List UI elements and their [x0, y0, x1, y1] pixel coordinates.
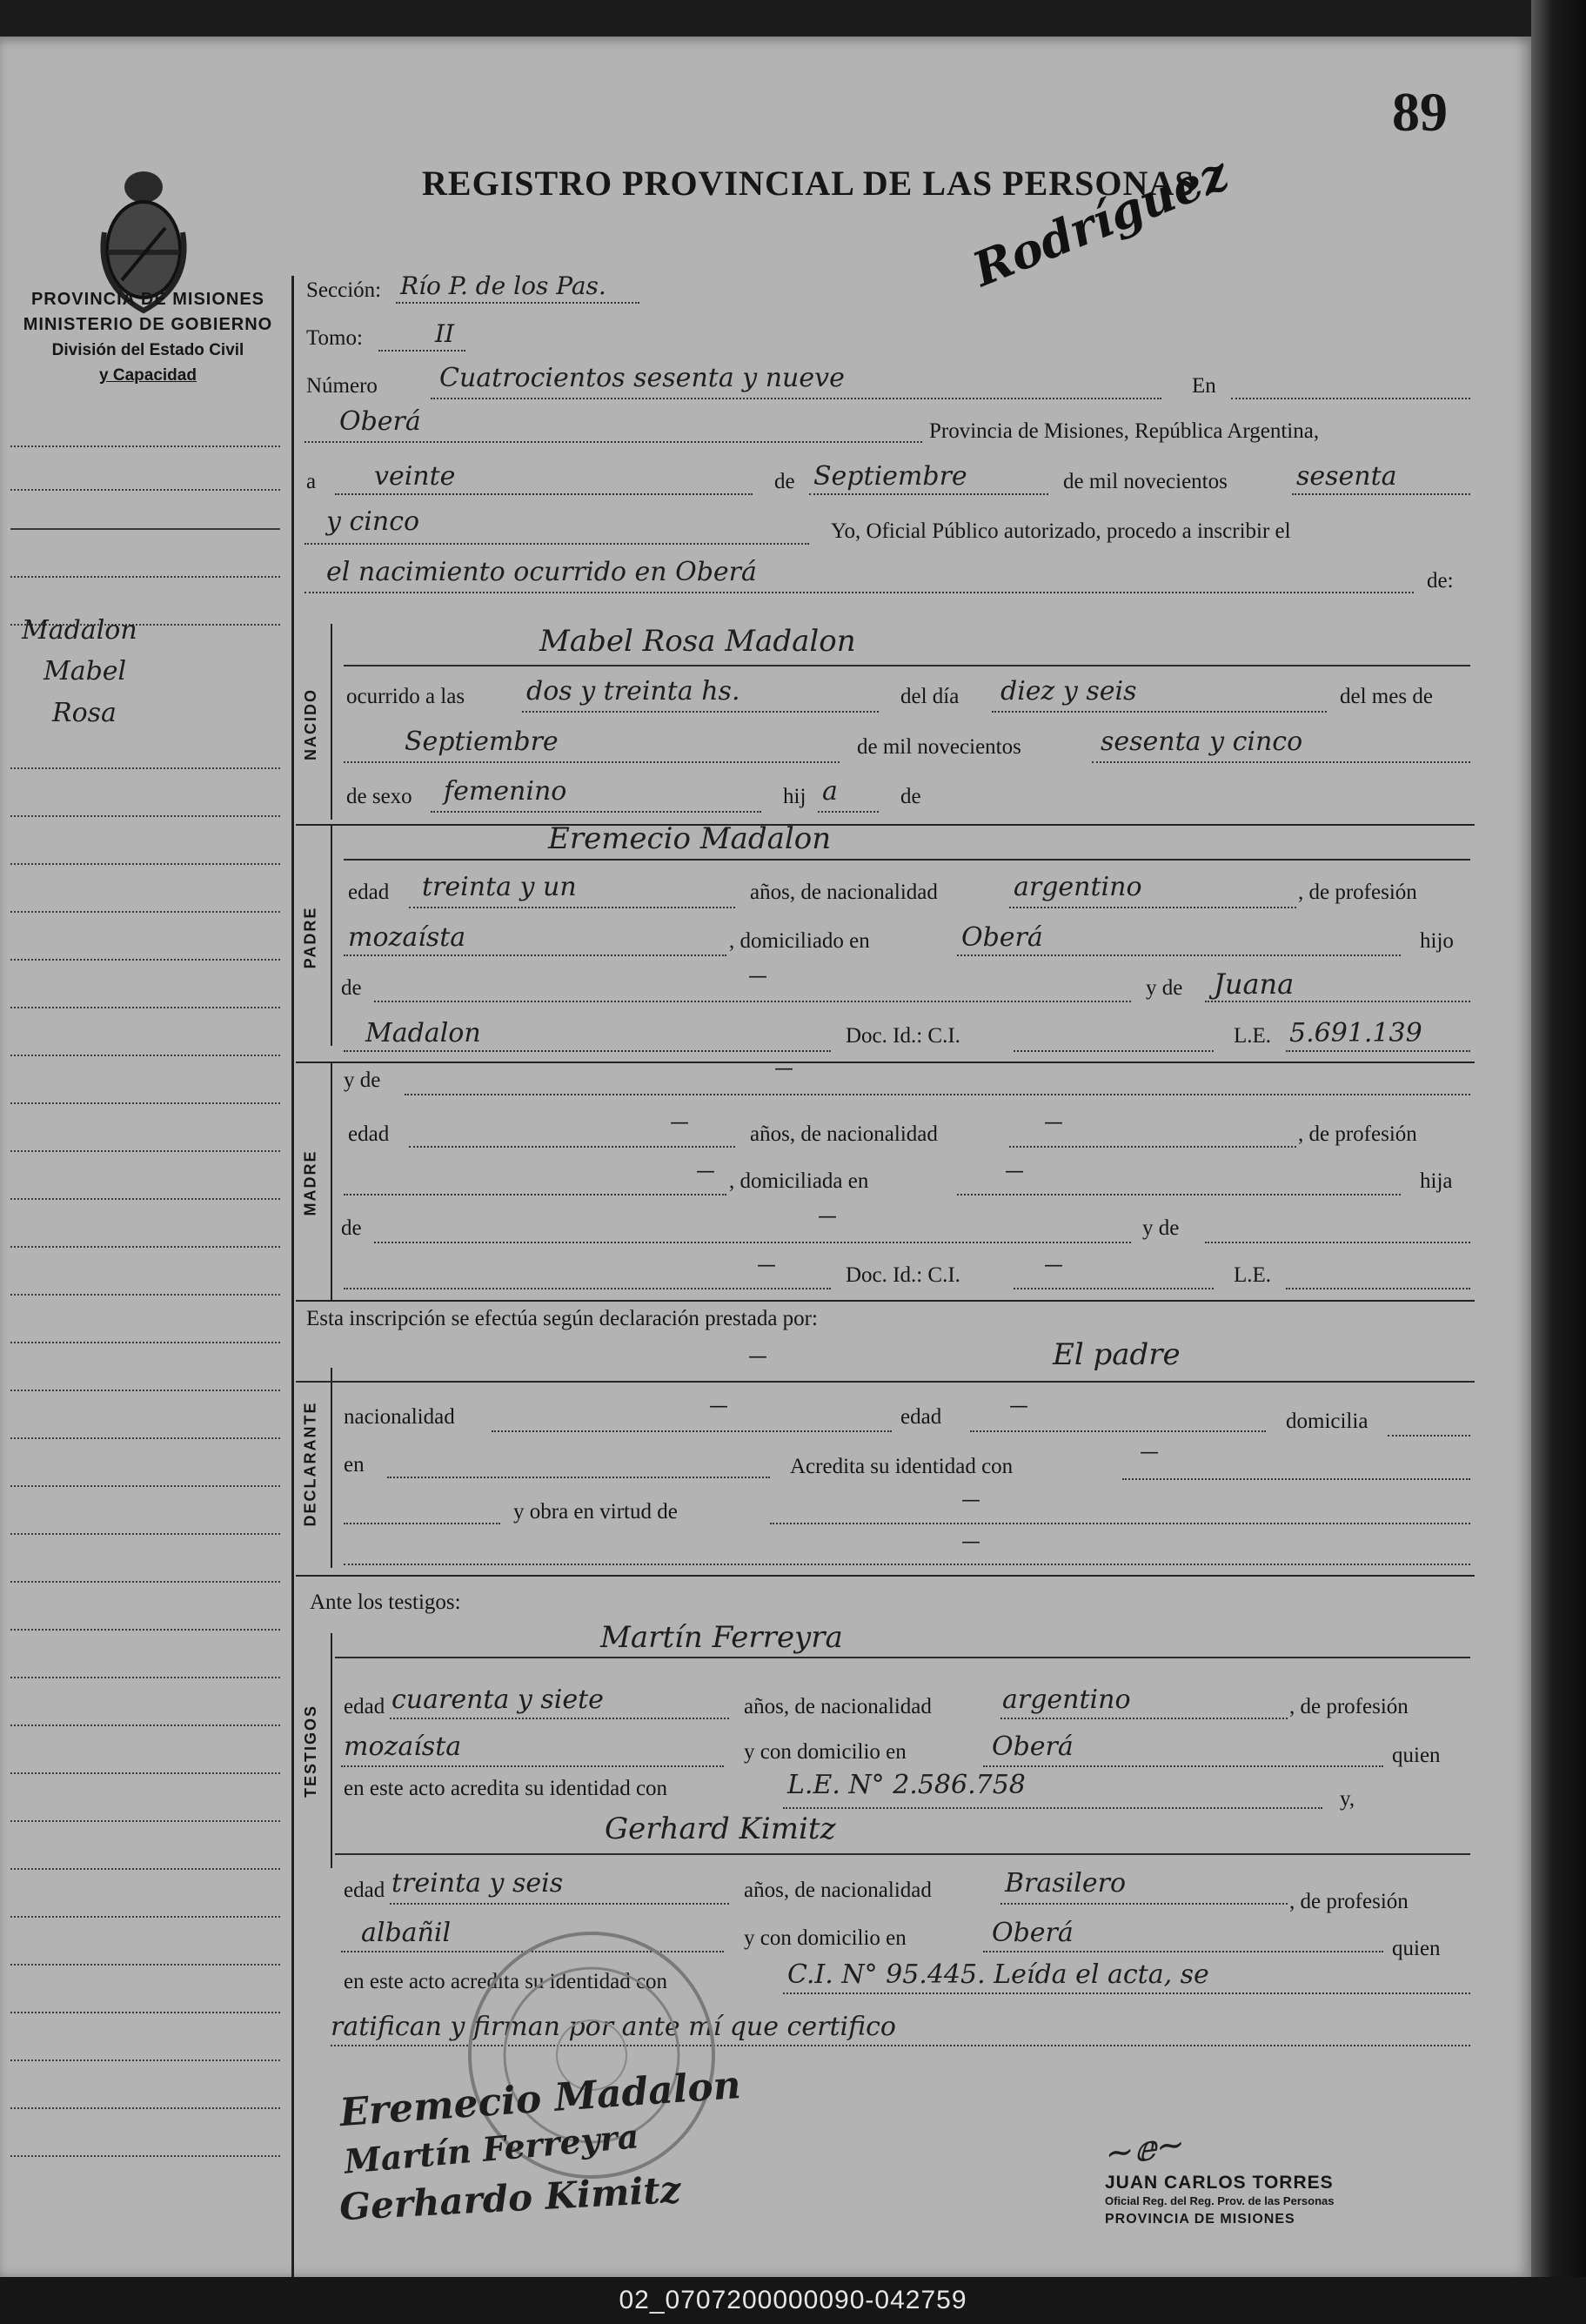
padre-y-de-label: y de: [1146, 976, 1183, 1000]
declarante-obra-label: y obra en virtud de: [513, 1500, 678, 1524]
official-title: Oficial Reg. del Reg. Prov. de las Personas: [1105, 2194, 1335, 2207]
signature-testigo1: Martín Ferreyra: [342, 2116, 640, 2181]
madre-padre-value: —: [818, 1206, 837, 1228]
padre-padre-value: —: [748, 966, 767, 988]
capacity-label: y Capacidad: [99, 366, 197, 385]
testigo1-edad-label: edad: [344, 1695, 385, 1718]
tab-declarante: DECLARANTE: [301, 1401, 319, 1526]
sexo-value: femenino: [444, 776, 567, 807]
provincia-label: Provincia de Misiones, República Argentina,: [929, 419, 1320, 443]
padre-madre-a-value: Juana: [1214, 968, 1295, 1001]
testigo2-domicilio-value: Oberá: [992, 1918, 1074, 1948]
madre-profesion-value: —: [696, 1161, 715, 1182]
nacido-de-label: de: [900, 785, 921, 808]
padre-domicilio-value: Oberá: [961, 922, 1043, 953]
testigo2-nacionalidad-value: Brasilero: [1005, 1868, 1127, 1899]
testigo1-nombre: Martín Ferreyra: [600, 1620, 843, 1655]
padre-de-label: de: [341, 976, 362, 1000]
declarante-extra-value: —: [961, 1531, 980, 1553]
madre-doc-label: Doc. Id.: C.I.: [846, 1263, 960, 1287]
lugar-value: Oberá: [339, 406, 421, 437]
division-label: División del Estado Civil: [51, 341, 244, 359]
tomo-value: II: [435, 319, 455, 348]
nacido-dia-value: diez y seis: [1000, 676, 1137, 707]
official-name: JUAN CARLOS TORRES: [1105, 2173, 1334, 2193]
signature-testigo2: Gerhardo Kimitz: [338, 2167, 682, 2229]
hecho-value: el nacimiento ocurrido en Oberá: [326, 557, 757, 587]
madre-nombre-value: —: [774, 1058, 793, 1080]
anio-a-value: sesenta: [1296, 461, 1397, 492]
de-label: de: [774, 470, 795, 493]
ocurrido-label: ocurrido a las: [346, 685, 465, 708]
testigo1-doc-value: L.E. N° 2.586.758: [787, 1770, 1026, 1800]
madre-y-de2-label: y de: [1142, 1216, 1180, 1240]
del-mes-label: del mes de: [1340, 685, 1433, 708]
nacido-anio-value: sesenta y cinco: [1101, 727, 1303, 757]
testigo2-edad-label: edad: [344, 1879, 385, 1902]
tab-padre: PADRE: [301, 906, 319, 968]
madre-y-de-label: y de: [344, 1068, 381, 1092]
tab-madre: MADRE: [301, 1149, 319, 1216]
testigo2-anios-label: años, de nacionalidad: [744, 1879, 932, 1902]
padre-profesion-value: mozaísta: [348, 922, 466, 953]
madre-anios-label: años, de nacionalidad: [750, 1122, 938, 1146]
testigo2-acredita-label: en este acto acredita su identidad con: [344, 1970, 668, 1993]
tab-testigos: TESTIGOS: [301, 1704, 319, 1798]
testigo2-profesion-label: , de profesión: [1289, 1890, 1409, 1913]
padre-le-label: L.E.: [1234, 1024, 1272, 1048]
nacido-nombre: Mabel Rosa Madalon: [539, 624, 856, 659]
declarante-quien: El padre: [1053, 1337, 1181, 1372]
declarante-edad-label: edad: [900, 1405, 942, 1429]
declarante-edad-value: —: [1009, 1396, 1028, 1417]
testigo1-profesion-value: mozaísta: [344, 1731, 462, 1762]
en-label: En: [1192, 374, 1216, 398]
testigo1-profesion-label: , de profesión: [1289, 1695, 1409, 1718]
madre-domicilio-value: —: [1005, 1161, 1024, 1182]
testigo1-nacionalidad-value: argentino: [1002, 1684, 1131, 1715]
declarante-domicilio-label: domicilia: [1286, 1410, 1369, 1433]
document-page: [0, 37, 1531, 2277]
testigo1-acredita-label: en este acto acredita su identidad con: [344, 1777, 668, 1800]
document-title: REGISTRO PROVINCIAL DE LAS PERSONAS: [422, 164, 1195, 203]
mes-value: Septiembre: [813, 461, 967, 492]
book-spine: [1531, 0, 1586, 2324]
declarante-nacionalidad-value: —: [709, 1396, 728, 1417]
madre-le-label: L.E.: [1234, 1263, 1272, 1287]
nacido-mes-value: Septiembre: [405, 727, 559, 757]
testigo2-domicilio-label: y con domicilio en: [744, 1926, 907, 1950]
madre-hija-label: hija: [1420, 1169, 1453, 1193]
province-label: PROVINCIA DE MISIONES: [30, 290, 265, 309]
testigo1-y-label: y,: [1340, 1787, 1355, 1811]
testigo2-nombre: Gerhard Kimitz: [605, 1812, 836, 1846]
testigo2-profesion-value: albañil: [361, 1918, 452, 1948]
nacido-mil-label: de mil novecientos: [857, 735, 1021, 759]
tab-nacido: NACIDO: [301, 687, 319, 760]
padre-nombre: Eremecio Madalon: [548, 821, 832, 856]
declarante-intro: Esta inscripción se efectúa según declaración prestada por:: [306, 1307, 818, 1330]
testigo1-anios-label: años, de nacionalidad: [744, 1695, 932, 1718]
seccion-value: Río P. de los Pas.: [400, 271, 606, 300]
seccion-label: Sección:: [306, 278, 382, 302]
signature-declarante: Eremecio Madalon: [338, 2062, 743, 2136]
padre-hijo-label: hijo: [1420, 929, 1454, 953]
testigo1-edad-value: cuarenta y siete: [391, 1684, 604, 1715]
testigo2-closing-value: ratifican y firman por ante mí que certifico: [331, 2012, 896, 2042]
madre-profesion-label: , de profesión: [1298, 1122, 1417, 1146]
madre-nacionalidad-value: —: [1044, 1112, 1063, 1134]
hora-value: dos y treinta hs.: [526, 676, 740, 707]
madre-doc-b-value: —: [1044, 1255, 1063, 1276]
padre-profesion-label: , de profesión: [1298, 881, 1417, 904]
madre-edad-label: edad: [348, 1122, 390, 1146]
header-left: [9, 287, 287, 388]
testigo2-doc-value: C.I. N° 95.445. Leída el acta, se: [787, 1959, 1209, 1990]
declarante-en-label: en: [344, 1453, 365, 1477]
margin-note-second-name: Rosa: [52, 698, 117, 728]
declarante-nombre: —: [748, 1346, 767, 1368]
testigos-intro: Ante los testigos:: [310, 1591, 461, 1614]
mil-label: de mil novecientos: [1063, 470, 1228, 493]
testigo1-quien-label: quien: [1392, 1744, 1441, 1767]
image-id-label: 02_0707200000090-042759: [619, 2286, 967, 2314]
padre-anios-label: años, de nacionalidad: [750, 881, 938, 904]
tomo-label: Tomo:: [306, 326, 363, 350]
anio-b-value: y cinco: [326, 506, 420, 537]
de-colon-label: de:: [1427, 569, 1454, 593]
hij-suffix: a: [822, 776, 838, 807]
testigo1-domicilio-label: y con domicilio en: [744, 1740, 907, 1764]
padre-madre-b-value: Madalon: [365, 1018, 481, 1048]
testigo2-quien-label: quien: [1392, 1937, 1441, 1960]
declarante-obra-value: —: [961, 1490, 980, 1511]
declarante-acredita-label: Acredita su identidad con: [790, 1455, 1014, 1478]
sexo-label: de sexo: [346, 785, 412, 808]
yo-label: Yo, Oficial Público autorizado, procedo a inscribir el: [831, 519, 1291, 543]
page-number: 89: [1392, 81, 1448, 143]
padre-edad-label: edad: [348, 881, 390, 904]
del-dia-label: del día: [900, 685, 960, 708]
padre-doc-label: Doc. Id.: C.I.: [846, 1024, 960, 1048]
margin-note-name: Mabel: [43, 656, 127, 686]
numero-value: Cuatrocientos sesenta y nueve: [439, 363, 845, 393]
padre-domicilio-label: , domiciliado en: [729, 929, 870, 953]
testigo2-edad-value: treinta y seis: [391, 1868, 564, 1899]
declarante-acredita-value: —: [1140, 1442, 1159, 1463]
margin-note-surname: Madalon: [22, 615, 137, 646]
padre-le-value: 5.691.139: [1289, 1018, 1422, 1048]
madre-doc-a-value: —: [757, 1255, 776, 1276]
ministry-label: MINISTERIO DE GOBIERNO: [23, 315, 273, 334]
a-label: a: [306, 470, 317, 493]
top-signature: Rodríguez: [965, 144, 1236, 298]
padre-nacionalidad-value: argentino: [1014, 872, 1142, 902]
dia-value: veinte: [374, 461, 456, 492]
numero-label: Número: [306, 374, 378, 398]
madre-de-label: de: [341, 1216, 362, 1240]
padre-edad-value: treinta y un: [422, 872, 577, 902]
official-province: PROVINCIA DE MISIONES: [1105, 2212, 1295, 2227]
madre-domicilio-label: , domiciliada en: [729, 1169, 869, 1193]
hij-label: hij: [783, 785, 806, 808]
official-signature-icon: ~ⅇ~: [1102, 2123, 1188, 2175]
testigo1-domicilio-value: Oberá: [992, 1731, 1074, 1762]
madre-edad-value: —: [670, 1112, 689, 1134]
declarante-nacionalidad-label: nacionalidad: [344, 1405, 455, 1429]
